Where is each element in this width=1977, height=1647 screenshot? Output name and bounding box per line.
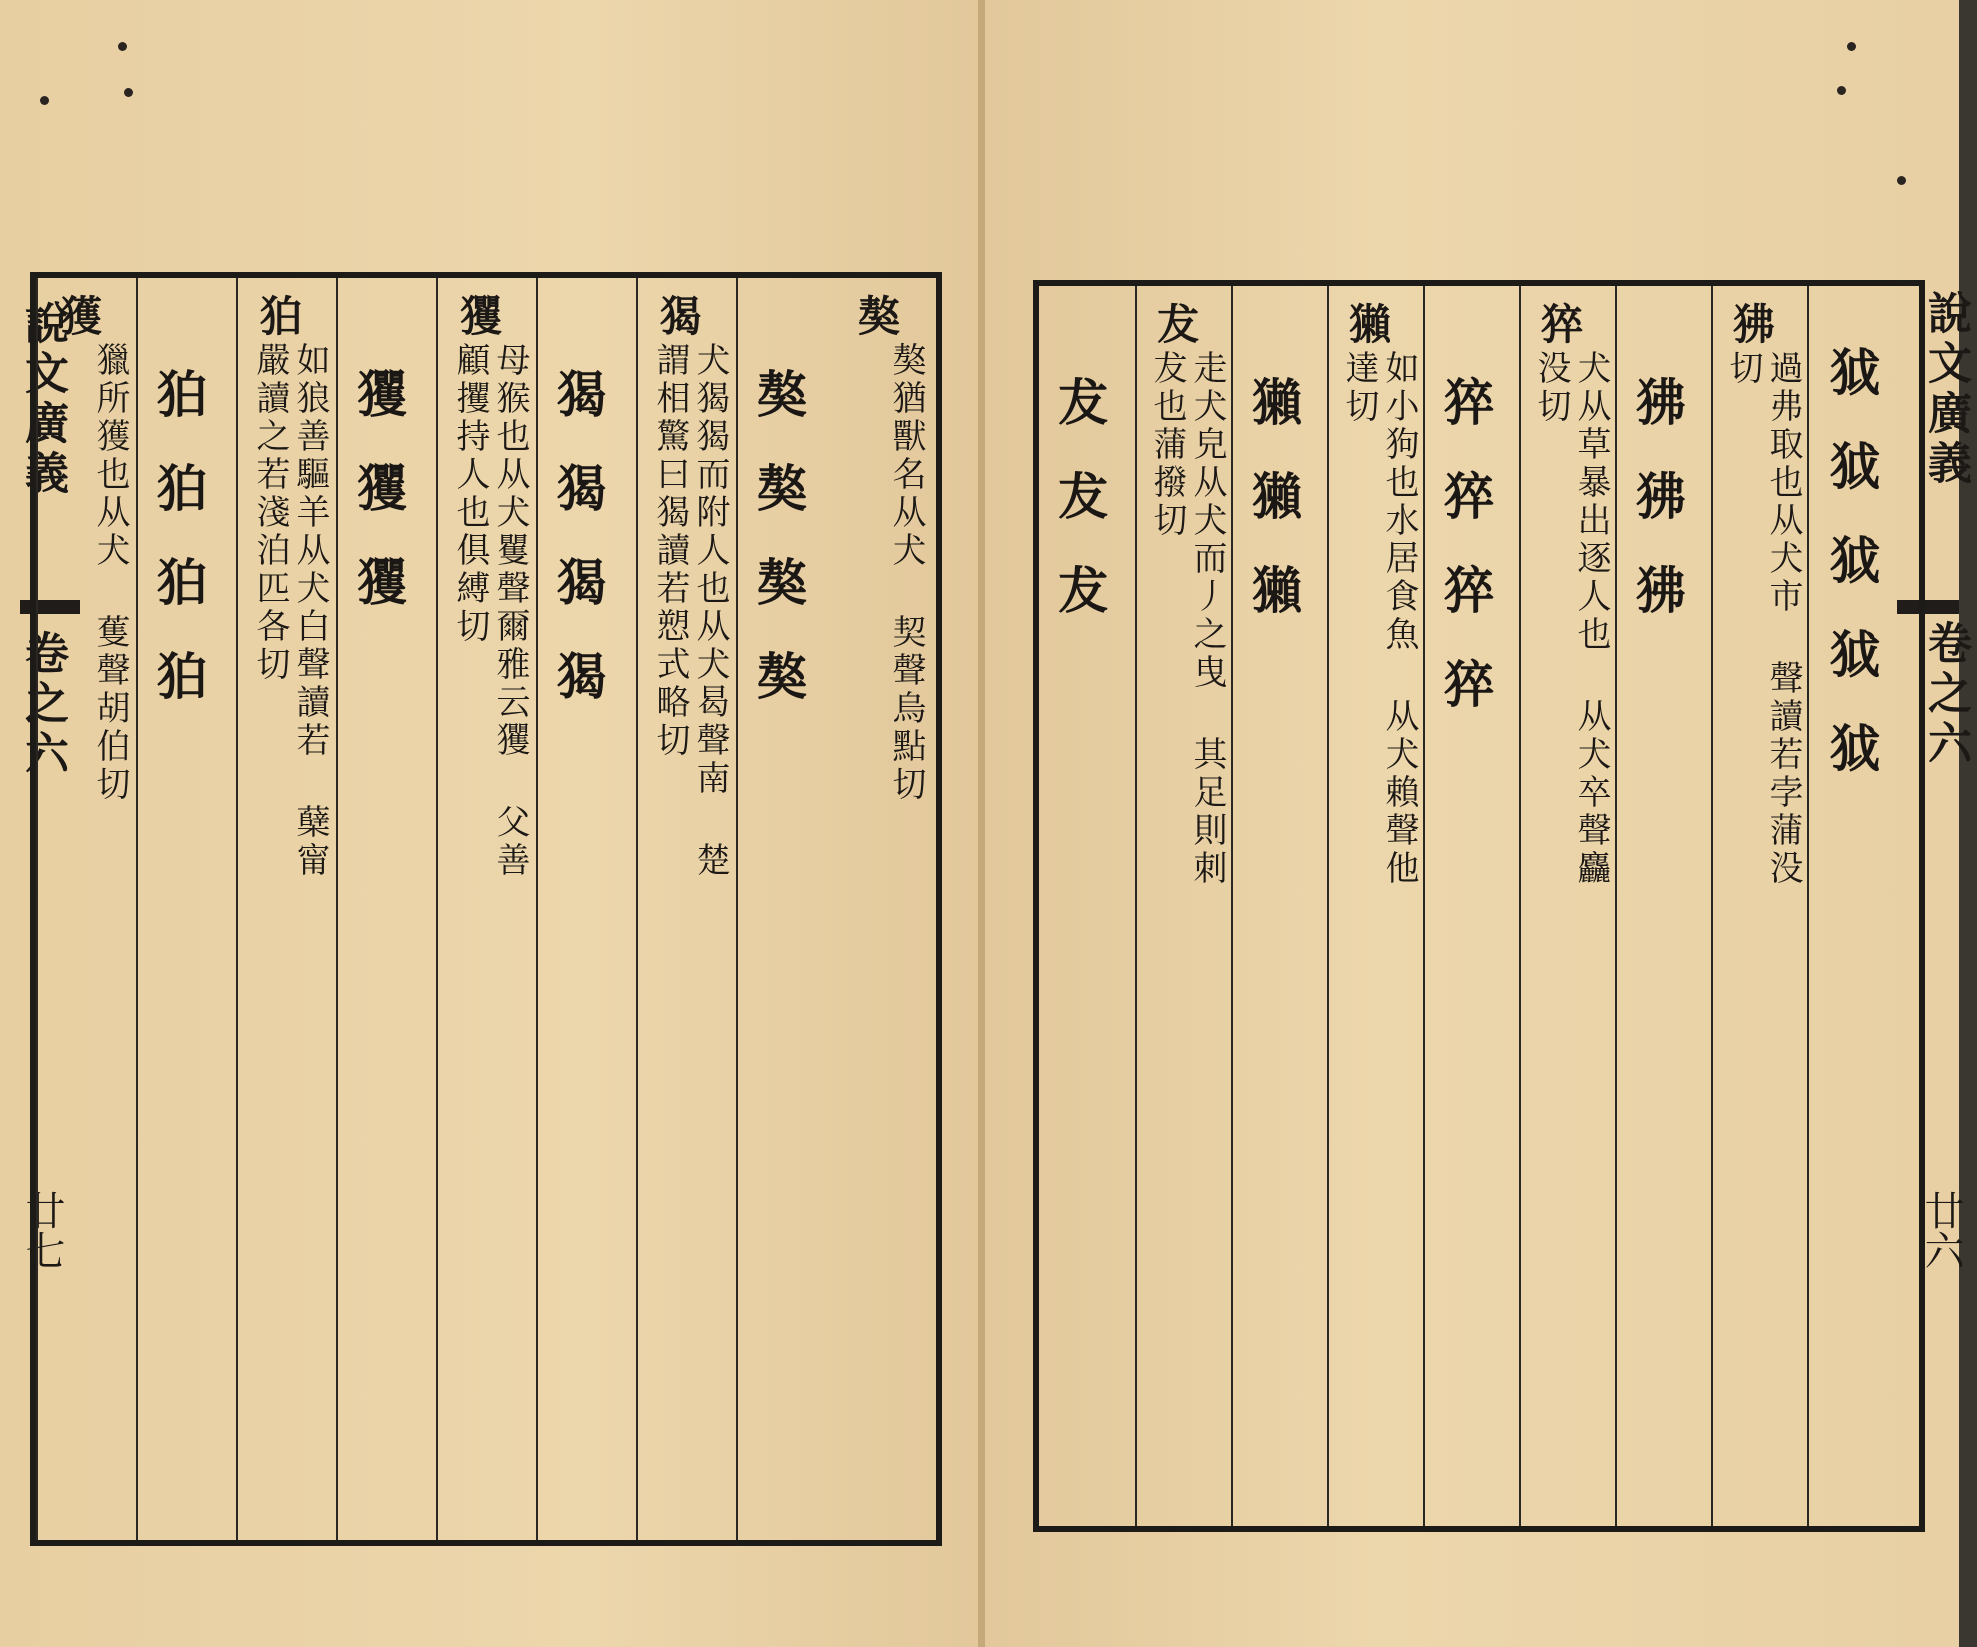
seal-forms: 猝猝猝猝 — [1436, 376, 1495, 752]
column — [1135, 286, 1233, 1526]
seal-forms: 猲猲猲猲 — [549, 368, 608, 744]
headword: 玃 — [454, 294, 503, 338]
seal-forms: 玃玃玃 — [349, 368, 408, 650]
column — [336, 278, 438, 1540]
text-frame — [30, 272, 942, 1546]
margin-volume: 卷之六 — [17, 630, 68, 780]
gloss: 犬从草暴出逐人也 从犬卒聲麤没切 — [1531, 350, 1611, 888]
column — [136, 278, 238, 1540]
headword: 猝 — [1535, 302, 1584, 346]
gloss: 母猴也从犬矍聲爾雅云玃 父善顧攫持人也俱縛切 — [450, 342, 530, 880]
column — [1039, 286, 1135, 1526]
headword: 獒 — [852, 294, 901, 338]
binding-hole — [124, 88, 133, 97]
gloss: 獒猶獸名从犬 契聲烏點切 — [886, 342, 926, 804]
seal-forms: 獒獒獒獒 — [749, 368, 808, 744]
right-page — [985, 0, 1971, 1647]
seal-forms: 狛狛狛狛 — [149, 368, 208, 744]
margin-title: 說文廣義 — [17, 300, 68, 500]
column — [1519, 286, 1617, 1526]
headword: 狛 — [254, 294, 303, 338]
column — [236, 278, 338, 1540]
text-frame — [1033, 280, 1925, 1532]
margin-folio: 廿六 — [1918, 1190, 1964, 1270]
column — [36, 278, 138, 1540]
column — [1423, 286, 1521, 1526]
binding-hole — [118, 42, 127, 51]
column — [836, 278, 936, 1540]
margin-title: 說文廣義 — [1920, 290, 1971, 490]
gloss: 犬猲猲而附人也从犬曷聲南 楚謂相驚曰猲讀若愬式略切 — [650, 342, 730, 880]
gloss: 過弗取也从犬市 聲讀若孛蒲没切 — [1723, 350, 1803, 888]
headword: 猲 — [654, 294, 703, 338]
gloss: 如小狗也水居食魚 从犬賴聲他達切 — [1339, 350, 1419, 888]
headword: 狒 — [1727, 302, 1776, 346]
column — [1615, 286, 1713, 1526]
margin-folio: 廿七 — [19, 1190, 65, 1270]
column — [1711, 286, 1809, 1526]
column — [1327, 286, 1425, 1526]
column — [1231, 286, 1329, 1526]
column — [436, 278, 538, 1540]
seal-forms: 狘狘狘狘狘 — [1822, 346, 1881, 816]
seal-forms: 獺獺獺 — [1244, 376, 1303, 658]
headword: 獲 — [54, 294, 103, 338]
margin-volume: 卷之六 — [1920, 620, 1971, 770]
headword: 犮 — [1151, 302, 1200, 346]
gloss: 如狼善驅羊从犬白聲讀若 蘖甯嚴讀之若淺泊匹各切 — [250, 342, 330, 880]
binding-hole — [1847, 42, 1856, 51]
binding-hole — [1837, 86, 1846, 95]
seal-forms: 犮犮犮 — [1050, 376, 1109, 658]
gloss: 走犬皃从犬而丿之曳 其足則刺犮也蒲撥切 — [1147, 350, 1227, 888]
gloss: 獵所獲也从犬 蒦聲胡伯切 — [90, 342, 130, 804]
seal-forms: 狒狒狒 — [1628, 376, 1687, 658]
column — [736, 278, 838, 1540]
left-page — [0, 0, 980, 1647]
column — [536, 278, 638, 1540]
binding-hole — [40, 96, 49, 105]
binding-hole — [1897, 176, 1906, 185]
column — [636, 278, 738, 1540]
headword: 獺 — [1343, 302, 1392, 346]
column — [1807, 286, 1909, 1526]
